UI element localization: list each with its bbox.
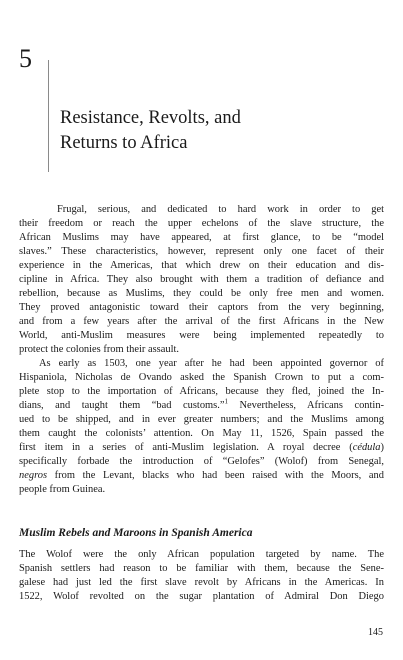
text-run: first item in a series of anti-Muslim legislation. A royal decree ( — [19, 442, 353, 453]
text-line: As early as 1503, one year after he had been appointed governor of — [39, 358, 384, 369]
text-line: The Wolof were the only African population targeted by name. The — [19, 549, 384, 560]
text-run: from the Levant, blacks who had been raised with the Moors, and — [47, 470, 384, 481]
text-line: people from Guinea. — [19, 484, 106, 495]
chapter-title-line-1: Resistance, Revolts, and — [60, 108, 241, 128]
text-line — [19, 441, 384, 455]
text-run: ) — [380, 442, 384, 453]
chapter-number: 5 — [19, 44, 32, 73]
text-line: specifically forbade the introduction of “Gelofes” (Wolof) from Senegal, — [19, 456, 384, 467]
text-line — [19, 399, 384, 413]
text-line: rebellion, because as Muslims, they could be only free men and women. — [19, 288, 384, 299]
italic-term-negros: negros — [19, 470, 48, 481]
chapter-title — [60, 106, 241, 156]
text-line: galese had just led the first slave revolt by Africans in the Americas. In — [19, 577, 384, 588]
section-heading: Muslim Rebels and Maroons in Spanish America — [19, 527, 253, 539]
text-line: World, anti-Muslim measures were being implemented repeatedly to — [19, 330, 384, 341]
text-line — [19, 469, 384, 483]
text-line: cipline in Africa. They also brought with them a tradition of defiance and — [19, 274, 384, 285]
text-line: They proved antagonistic toward their captors from the very beginning, — [19, 302, 384, 313]
text-line: ued to be shipped, and in ever greater numbers; and the Muslims among — [19, 414, 384, 425]
text-line: 1522, Wolof revolted on the sugar plantation of Admiral Don Diego — [19, 591, 384, 602]
italic-term-cedula: cédula — [352, 442, 381, 453]
text-line: plete stop to the importation of Africans, because they fled, joined the In- — [19, 386, 384, 397]
text-line: their freedom or reach the upper echelons of the slave structure, the — [19, 218, 384, 229]
paragraph-3 — [19, 548, 384, 604]
text-run: Nevertheless, Africans contin- — [227, 400, 385, 411]
text-run: dians, and taught them “bad customs.” — [19, 400, 225, 411]
text-line: Spanish settlers had reason to be familiar with them, because the Sene- — [19, 563, 384, 574]
text-line: and from a few years after the arrival of the first Africans in the New — [19, 316, 384, 327]
text-line: Frugal, serious, and dedicated to hard work in order to get — [57, 204, 384, 215]
chapter-title-line-2: Returns to Africa — [60, 133, 188, 153]
text-line: Hispaniola, Nicholas de Ovando asked the Spanish Crown to put a com- — [19, 372, 384, 383]
text-line: slaves.” These characteristics, however, represent only one facet of their — [19, 246, 384, 257]
text-line: protect the colonies from their assault. — [19, 344, 179, 355]
text-line: African Muslims may have appeared, at first glance, to be “model — [19, 232, 384, 243]
footnote-marker: 1 — [224, 397, 228, 406]
paragraph-1 — [19, 203, 384, 357]
text-line: them caught the colonists’ attention. On May 11, 1526, Spain passed the — [19, 428, 384, 439]
text-line: experience in the Americas, that which drew on their education and dis- — [19, 260, 384, 271]
page-number: 145 — [368, 627, 383, 638]
paragraph-2 — [19, 357, 384, 497]
chapter-rule — [48, 60, 49, 172]
